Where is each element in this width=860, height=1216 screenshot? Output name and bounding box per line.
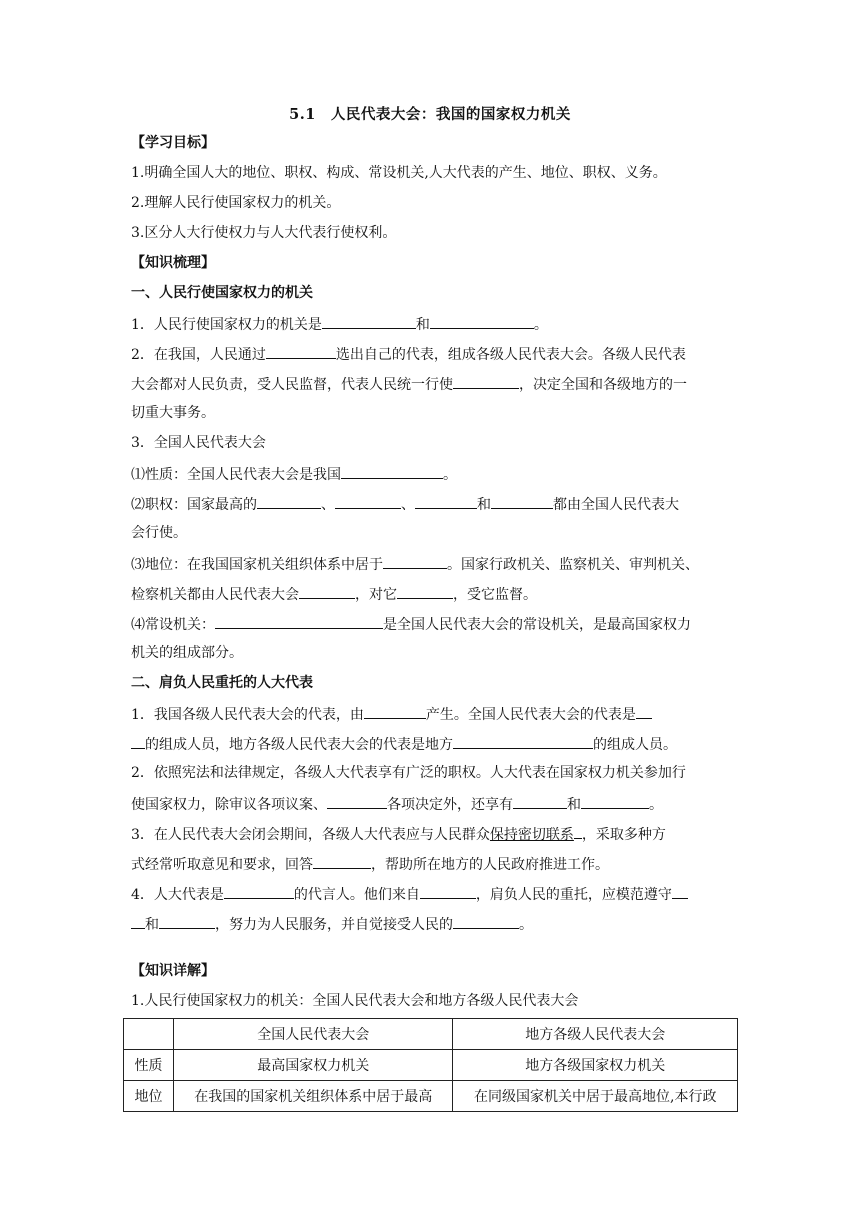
- table-cell: [124, 1019, 174, 1050]
- fill-blank[interactable]: [299, 583, 355, 599]
- text-span: ，肩负人民的重托，应模范遵守: [475, 887, 672, 903]
- table-header-cell: 全国人民代表大会: [174, 1019, 453, 1050]
- table-cell: 地方各级国家权力机关: [453, 1050, 738, 1081]
- text-line: 会行使。: [131, 525, 187, 541]
- text-span: ⑷常设机关：: [131, 617, 215, 633]
- text-span: ，努力为人民服务，并自觉接受人民的: [215, 917, 453, 933]
- text-line: [131, 373, 736, 395]
- goal-item: 1.明确全国人大的地位、职权、构成、常设机关,人大代表的产生、地位、职权、义务。: [131, 165, 667, 181]
- table-cell: 最高国家权力机关: [174, 1050, 453, 1081]
- text-line: [131, 343, 736, 365]
- text-line: 机关的组成部分。: [131, 645, 243, 661]
- fill-blank[interactable]: [383, 553, 447, 569]
- part2-header: 二、肩负人民重托的人大代表: [131, 675, 313, 691]
- fill-blank[interactable]: [415, 493, 477, 509]
- fill-blank[interactable]: [215, 613, 383, 629]
- fill-blank[interactable]: [131, 913, 145, 929]
- text-span: ，采取多种方: [581, 827, 666, 843]
- text-span: 各项决定外，还享有: [387, 797, 513, 813]
- fill-blank[interactable]: [341, 463, 443, 479]
- fill-blank[interactable]: [313, 853, 371, 869]
- text-span: ，对它: [355, 587, 397, 603]
- text-line: [131, 733, 736, 755]
- text-line: 2．依照宪法和法律规定，各级人大代表享有广泛的职权。人大代表在国家权力机关参加行: [131, 765, 686, 781]
- table-cell: 地位: [124, 1081, 174, 1112]
- text-span: 和: [415, 317, 430, 333]
- text-span: 、: [321, 497, 335, 513]
- text-span: ，帮助所在地方的人民政府推进工作。: [371, 857, 609, 873]
- text-line: [131, 493, 736, 515]
- text-span: 和: [567, 797, 581, 813]
- text-line: [131, 703, 736, 725]
- text-line: [131, 793, 736, 815]
- text-line: [131, 313, 736, 335]
- fill-blank[interactable]: [322, 313, 416, 329]
- text-span: ⑴性质：全国人民代表大会是我国: [131, 467, 341, 483]
- table-cell: 在我国的国家机关组织体系中居于最高: [174, 1081, 453, 1112]
- part1-header: 一、人民行使国家权力的机关: [131, 285, 313, 301]
- text-span: 都由全国人民代表大: [553, 497, 679, 513]
- text-line: [131, 823, 736, 845]
- text-span: 、: [401, 497, 415, 513]
- table-row: [124, 1081, 738, 1112]
- text-span: 1．我国各级人民代表大会的代表，由: [131, 707, 364, 723]
- fill-blank[interactable]: [672, 883, 688, 899]
- fill-blank[interactable]: [397, 583, 453, 599]
- text-span: 。: [443, 467, 457, 483]
- text-span: 1．人民行使国家权力的机关是: [131, 317, 322, 333]
- text-line: 3．全国人民代表大会: [131, 435, 266, 451]
- fill-blank[interactable]: [224, 883, 294, 899]
- text-line: [131, 583, 736, 605]
- text-span: ，决定全国和各级地方的一: [519, 377, 687, 393]
- text-span: 。: [519, 917, 533, 933]
- text-span: 。国家行政机关、监察机关、审判机关、: [447, 557, 699, 573]
- goals-header: 【学习目标】: [131, 135, 215, 151]
- text-span: 检察机关都由人民代表大会: [131, 587, 299, 603]
- goal-item: 2.理解人民行使国家权力的机关。: [131, 195, 341, 211]
- page-title: 5.1 人民代表大会：我国的国家权力机关: [289, 106, 571, 123]
- text-span: 。: [649, 797, 663, 813]
- fill-blank[interactable]: [420, 883, 476, 899]
- fill-blank[interactable]: [327, 793, 387, 809]
- text-line: 切重大事务。: [131, 405, 215, 421]
- fill-blank[interactable]: [266, 343, 336, 359]
- text-line: [131, 613, 736, 635]
- fill-blank[interactable]: [453, 733, 593, 749]
- fill-blank[interactable]: [574, 823, 582, 839]
- fill-blank[interactable]: [491, 493, 553, 509]
- fill-blank[interactable]: [581, 793, 649, 809]
- fill-blank[interactable]: [430, 313, 534, 329]
- text-span: 3．在人民代表大会闭会期间，各级人大代表应与人民群众: [131, 827, 490, 843]
- table-cell: 性质: [124, 1050, 174, 1081]
- text-line: [131, 463, 736, 485]
- fill-blank[interactable]: [257, 493, 321, 509]
- text-span: 和: [477, 497, 491, 513]
- detail-intro: 1.人民行使国家权力的机关：全国人民代表大会和地方各级人民代表大会: [131, 993, 579, 1009]
- text-span: 使国家权力，除审议各项议案、: [131, 797, 327, 813]
- fill-blank[interactable]: [513, 793, 567, 809]
- detail-header: 【知识详解】: [131, 963, 215, 979]
- text-span: 。: [533, 317, 548, 333]
- table-header-cell: 地方各级人民代表大会: [453, 1019, 738, 1050]
- table-header-row: [124, 1019, 738, 1050]
- text-span: 是全国人民代表大会的常设机关，是最高国家权力: [383, 617, 691, 633]
- text-span: 的代言人。他们来自: [293, 887, 420, 903]
- text-span: 式经常听取意见和要求，回答: [131, 857, 313, 873]
- fill-blank[interactable]: [335, 493, 401, 509]
- fill-blank[interactable]: [364, 703, 426, 719]
- text-line: [131, 883, 736, 905]
- text-span: 大会都对人民负责，受人民监督，代表人民统一行使: [131, 377, 453, 393]
- text-span: ，受它监督。: [453, 587, 537, 603]
- underlined-answer: 保持密切联系: [489, 827, 574, 843]
- text-span: 选出自己的代表，组成各级人民代表大会。各级人民代表: [335, 347, 686, 363]
- fill-blank[interactable]: [453, 913, 519, 929]
- fill-blank[interactable]: [453, 373, 519, 389]
- fill-blank[interactable]: [636, 703, 652, 719]
- text-span: 产生。全国人民代表大会的代表是: [425, 707, 636, 723]
- fill-blank[interactable]: [131, 733, 145, 749]
- table-row: [124, 1050, 738, 1081]
- text-line: [131, 853, 736, 875]
- text-line: [131, 913, 736, 935]
- text-span: ⑵职权：国家最高的: [131, 497, 257, 513]
- table-cell: 在同级国家机关中居于最高地位,本行政: [453, 1081, 738, 1112]
- fill-blank[interactable]: [159, 913, 215, 929]
- text-span: 的组成人员。: [593, 737, 677, 753]
- text-span: ⑶地位：在我国国家机关组织体系中居于: [131, 557, 383, 573]
- comparison-table: [123, 1018, 738, 1112]
- text-span: 4．人大代表是: [131, 887, 224, 903]
- goal-item: 3.区分人大行使权力与人大代表行使权利。: [131, 225, 397, 241]
- text-span: 和: [145, 917, 159, 933]
- knowledge-header: 【知识梳理】: [131, 255, 215, 271]
- text-line: [131, 553, 736, 575]
- text-span: 2．在我国，人民通过: [131, 347, 266, 363]
- text-span: 的组成人员，地方各级人民代表大会的代表是地方: [145, 737, 453, 753]
